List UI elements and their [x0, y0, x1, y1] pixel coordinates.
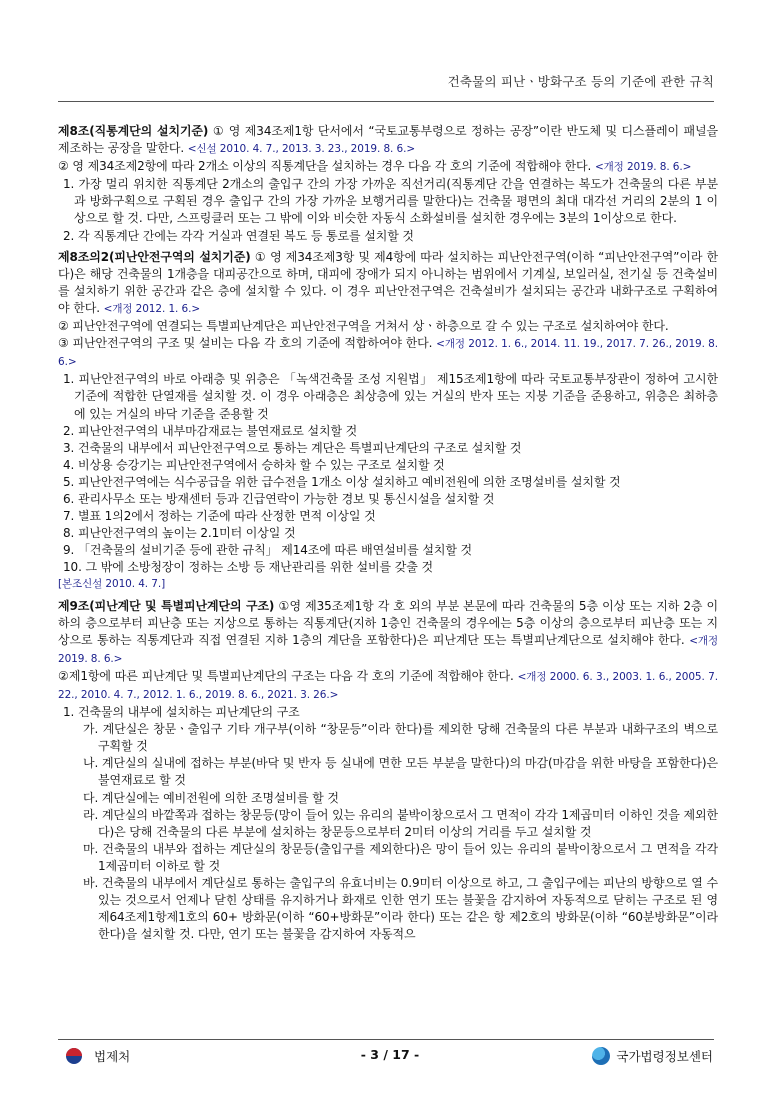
article-8-2-item-10: 10. 그 밖에 소방청장이 정하는 소방 등 재난관리를 위한 설비를 갖출 것	[63, 560, 433, 575]
article-9-para-2-text: ②제1항에 따른 피난계단 및 특별피난계단의 구조는 다음 각 호의 기준에 적합해야 한다.	[58, 668, 518, 683]
article-8-para-1-amendment: <신설 2010. 4. 7., 2013. 3. 23., 2019. 8. 6.>	[187, 143, 416, 156]
header-divider	[58, 101, 714, 102]
article-8-2-item-4: 4. 비상용 승강기는 피난안전구역에서 승하차 할 수 있는 구조로 설치할 것	[63, 457, 445, 472]
article-8-2-para-2: ② 피난안전구역에 연결되는 특별피난계단은 피난안전구역을 거쳐서 상ㆍ하층으로 갈 수 있는 구조로 설치하여야 한다.	[58, 319, 669, 334]
article-8-2-new-note: [본조신설 2010. 4. 7.]	[58, 578, 166, 591]
article-8-2-item-9: 9. 「건축물의 설비기준 등에 관한 규칙」 제14조에 따른 배연설비를 설치할 것	[63, 543, 473, 558]
footer-right	[592, 1047, 713, 1065]
document-body	[58, 123, 718, 947]
article-8-2-item-3: 3. 건축물의 내부에서 피난안전구역으로 통하는 계단은 특별피난계단의 구조로 설치할 것	[63, 440, 522, 455]
article-8-2-item-6: 6. 관리사무소 또는 방재센터 등과 긴급연락이 가능한 경보 및 통신시설을 설치할 것	[63, 491, 495, 506]
article-9-sub-na: 나. 계단실의 실내에 접하는 부분(바닥 및 반자 등 실내에 면한 모든 부분을 말한다)의 마감(마감을 위한 바탕을 포함한다)은 불연재료로 할 것	[83, 756, 718, 788]
article-8-para-1	[58, 123, 718, 158]
government-emblem-icon	[66, 1048, 82, 1064]
article-8-para-2	[58, 158, 718, 176]
document-header-title: 건축물의 피난ㆍ방화구조 등의 기준에 관한 규칙	[447, 74, 714, 89]
article-8-2-para-1	[58, 249, 718, 318]
article-9-sub-ga: 가. 계단실은 창문ㆍ출입구 기타 개구부(이하 “창문등”이라 한다)를 제외한 당해 건축물의 다른 부분과 내화구조의 벽으로 구획할 것	[83, 722, 718, 754]
article-8-heading: 제8조(직통계단의 설치기준)	[58, 124, 209, 138]
article-8-para-1-text: ① 영 제34조제1항 단서에서 “국토교통부령으로 정하는 공장”이란 반도체 및 디스플레이 패널을 제조하는 공장을 말한다.	[58, 124, 718, 156]
article-8-para-2-amendment: <개정 2019. 8. 6.>	[594, 161, 692, 174]
article-9	[58, 598, 718, 944]
article-9-sub-ma: 마. 건축물의 내부와 접하는 계단실의 창문등(출입구를 제외한다)은 망이 들어 있는 유리의 붙박이창으로서 그 면적을 각각 1제곱미터 이하로 할 것	[83, 841, 718, 873]
article-8-2-para-1-text: ① 영 제34조제3항 및 제4항에 따라 설치하는 피난안전구역(이하 “피난안전구역”이라 한다)은 해당 건축물의 1개층을 대피공간으로 하며, 대피에 장애가 되지 아니하는 범위에서 기계실, 보일러실, 전기실 등 건축설비를 설치하기 위한 공간과 같은 층에 설치할 수 있다. 이 경우 피난안전구역은 건축설비가 설치되는 공간과 내화구조로 구획하여야 한다.	[58, 249, 718, 315]
article-8-2	[58, 249, 718, 594]
law-center-logo-icon	[592, 1047, 610, 1065]
article-8-2-para-1-amendment: <개정 2012. 1. 6.>	[103, 302, 201, 315]
footer-law-center: 국가법령정보센터	[616, 1049, 713, 1064]
article-8-2-item-8: 8. 피난안전구역의 높이는 2.1미터 이상일 것	[63, 526, 296, 541]
article-8-2-item-2: 2. 피난안전구역의 내부마감재료는 불연재료로 설치할 것	[63, 423, 358, 438]
article-8-2-para-3	[58, 335, 718, 371]
article-9-sub-ba: 바. 건축물의 내부에서 계단실로 통하는 출입구의 유효너비는 0.9미터 이상으로 하고, 그 출입구에는 피난의 방향으로 열 수 있는 것으로서 언제나 닫힌 상태를 유지하거나 화재로 인한 연기 또는 불꽃을 감지하여 자동적으로 닫히는 구조로 된 영 제64조제1항제1호의 60+ 방화문(이하 “60+방화문”이라 한다) 또는 같은 항 제2호의 방화문(이하 “60분방화문”이라 한다)을 설치할 것. 다만, 연기 또는 불꽃을 감지하여 자동적으	[83, 876, 718, 942]
article-9-sub-ra: 라. 계단실의 바깥쪽과 접하는 창문등(망이 들어 있는 유리의 붙박이창으로서 그 면적이 각각 1제곱미터 이하인 것을 제외한다)은 당해 건축물의 다른 부분에 설치하는 창문등으로부터 2미터 이상의 거리를 두고 설치할 것	[83, 807, 718, 839]
article-8-2-para-3-text: ③ 피난안전구역의 구조 및 설비는 다음 각 호의 기준에 적합하여야 한다.	[58, 336, 437, 351]
page-number: - 3 / 17 -	[360, 1047, 420, 1062]
footer-left	[66, 1047, 130, 1065]
article-9-sub-da: 다. 계단실에는 예비전원에 의한 조명설비를 할 것	[83, 790, 339, 805]
article-9-para-1-amendment: <개정 2019. 8. 6.>	[58, 634, 718, 665]
article-8-2-item-1: 1. 피난안전구역의 바로 아래층 및 위층은 「녹색건축물 조성 지원법」 제15조제1항에 따라 국토교통부장관이 정하여 고시한 기준에 적합한 단열재를 설치할 것. 이 경우 아래층은 최상층에 있는 거실의 반자 또는 지붕 기준을 준용하고, 위층은 최하층에 있는 거실의 바닥 기준을 준용할 것	[63, 372, 718, 421]
article-9-para-1	[58, 598, 718, 668]
article-9-para-2	[58, 668, 718, 704]
article-8	[58, 123, 718, 245]
footer-agency: 법제처	[94, 1049, 131, 1064]
article-8-2-item-5: 5. 피난안전구역에는 식수공급을 위한 급수전을 1개소 이상 설치하고 예비전원에 의한 조명설비를 설치할 것	[63, 474, 621, 489]
article-8-item-1: 1. 가장 멀리 위치한 직통계단 2개소의 출입구 간의 가장 가까운 직선거리(직통계단 간을 연결하는 복도가 건축물의 다른 부분과 방화구획으로 구획된 경우 출입구 간의 가장 가까운 보행거리를 말한다)는 건축물 평면의 최대 대각선 거리의 2분의 1 이상으로 할 것. 다만, 스프링클러 또는 그 밖에 이와 비슷한 자동식 소화설비를 설치한 경우에는 3분의 1이상으로 한다.	[63, 177, 718, 226]
article-9-para-2-amendment: <개정 2000. 6. 3., 2003. 1. 6., 2005. 7. 22., 2010. 4. 7., 2012. 1. 6., 2019. 8. 6., 2021. 3. 26.>	[58, 670, 718, 701]
article-8-para-2-text: ② 영 제34조제2항에 따라 2개소 이상의 직통계단을 설치하는 경우 다음 각 호의 기준에 적합해야 한다.	[58, 159, 595, 174]
article-8-item-2: 2. 각 직통계단 간에는 각각 거실과 연결된 복도 등 통로를 설치할 것	[63, 228, 414, 243]
article-8-2-heading: 제8조의2(피난안전구역의 설치기준)	[58, 249, 251, 264]
article-9-para-1-text: ①영 제35조제1항 각 호 외의 부분 본문에 따라 건축물의 5층 이상 또는 지하 2층 이하의 층으로부터 피난층 또는 지상으로 통하는 직통계단(지하 1층인 건축물의 경우에는 5층 이상의 층으로부터 피난층 또는 지상으로 통하는 직통계단과 직접 연결된 지하 1층의 계단을 포함한다)은 피난계단 또는 특별피난계단으로 설치해야 한다.	[58, 598, 718, 647]
article-8-2-item-7: 7. 별표 1의2에서 정하는 기준에 따라 산정한 면적 이상일 것	[63, 509, 376, 524]
article-9-item-1: 1. 건축물의 내부에 설치하는 피난계단의 구조	[63, 705, 300, 720]
footer-divider	[58, 1039, 714, 1040]
article-9-heading: 제9조(피난계단 및 특별피난계단의 구조)	[58, 598, 275, 613]
article-8-2-para-3-amendment: <개정 2012. 1. 6., 2014. 11. 19., 2017. 7. 26., 2019. 8. 6.>	[58, 338, 718, 369]
